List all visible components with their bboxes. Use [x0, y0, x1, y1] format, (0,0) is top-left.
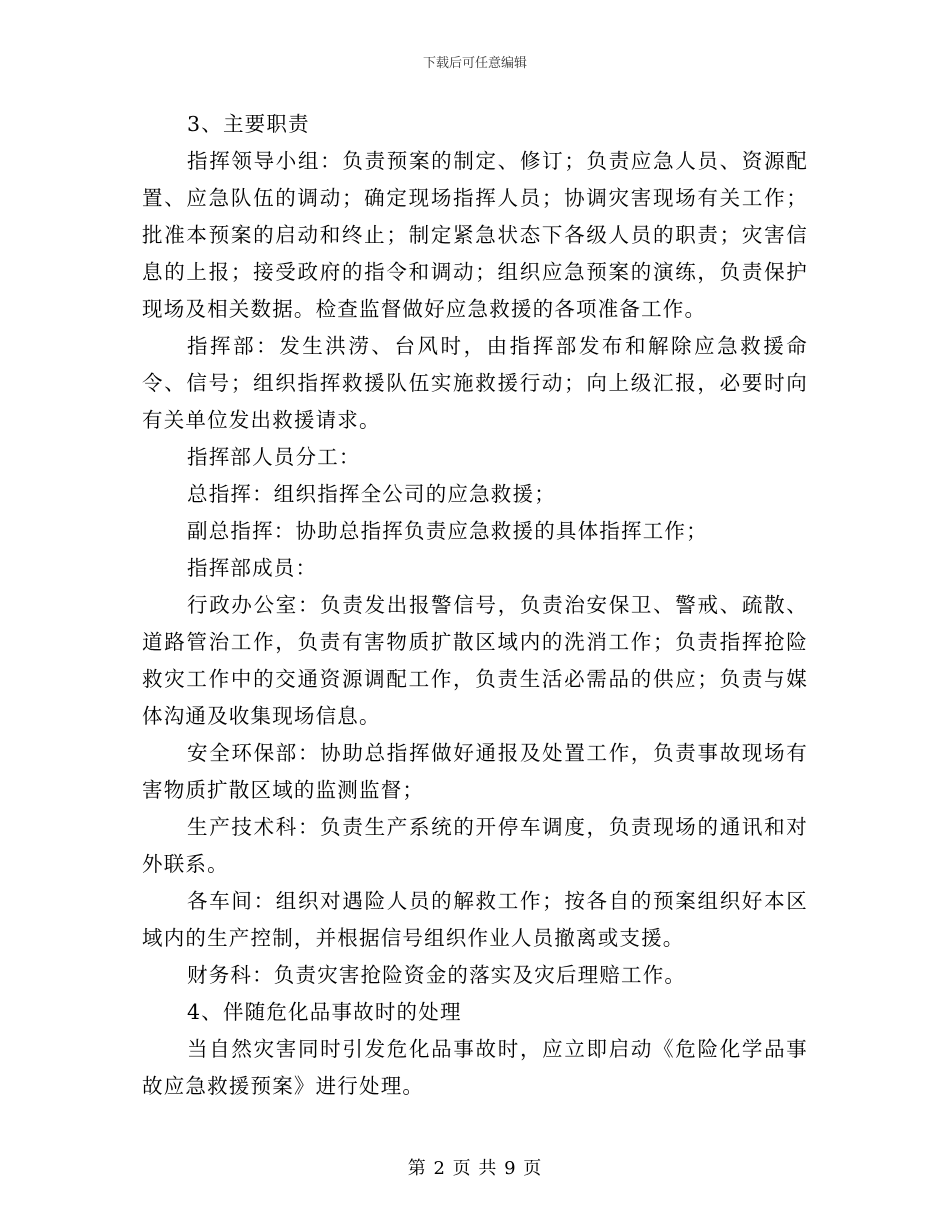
paragraph-production-tech: 生产技术科：负责生产系统的开停车调度，负责现场的通讯和对外联系。 — [142, 815, 808, 876]
paragraph-hazmat-response: 当自然灾害同时引发危化品事故时，应立即启动《危险化学品事故应急救援预案》进行处理。 — [142, 1037, 808, 1098]
paragraph-safety-env-dept: 安全环保部：协助总指挥做好通报及处置工作，负责事故现场有害物质扩散区域的监测监督； — [142, 741, 808, 802]
paragraph-workshops: 各车间：组织对遇险人员的解救工作；按各自的预案组织好本区域内的生产控制，并根据信号组织作业人员撤离或支援。 — [142, 889, 808, 950]
paragraph-admin-office: 行政办公室：负责发出报警信号，负责治安保卫、警戒、疏散、道路管治工作，负责有害物质扩散区域内的洗消工作；负责指挥抢险救灾工作中的交通资源调配工作，负责生活必需品的供应；负责与媒体沟通及收集现场信息。 — [142, 593, 808, 728]
page-header: 下载后可任意编辑 — [422, 56, 527, 71]
paragraph-command-center: 指挥部：发生洪涝、台风时，由指挥部发布和解除应急救援命令、信号；组织指挥救援队伍实施救援行动；向上级汇报，必要时向有关单位发出救援请求。 — [142, 334, 808, 432]
paragraph-division-of-labor: 指挥部人员分工： — [187, 445, 361, 469]
section-heading-hazmat: 4、伴随危化品事故时的处理 — [187, 1000, 462, 1024]
section-heading-responsibilities: 3、主要职责 — [187, 112, 310, 136]
paragraph-chief-commander: 总指挥：组织指挥全公司的应急救援； — [187, 482, 556, 506]
paragraph-command-members: 指挥部成员： — [187, 556, 318, 580]
paragraph-deputy-commander: 副总指挥：协助总指挥负责应急救援的具体指挥工作； — [187, 519, 708, 543]
document-body — [142, 106, 808, 1105]
paragraph-leadership-group: 指挥领导小组：负责预案的制定、修订；负责应急人员、资源配置、应急队伍的调动；确定现场指挥人员；协调灾害现场有关工作；批准本预案的启动和终止；制定紧急状态下各级人员的职责；灾害信息的上报；接受政府的指令和调动；组织应急预案的演练，负责保护现场及相关数据。检查监督做好应急救援的各项准备工作。 — [142, 149, 808, 321]
page-number: 第 2 页 共 9 页 — [407, 1158, 543, 1179]
paragraph-finance: 财务科：负责灾害抢险资金的落实及灾后理赔工作。 — [187, 963, 687, 987]
